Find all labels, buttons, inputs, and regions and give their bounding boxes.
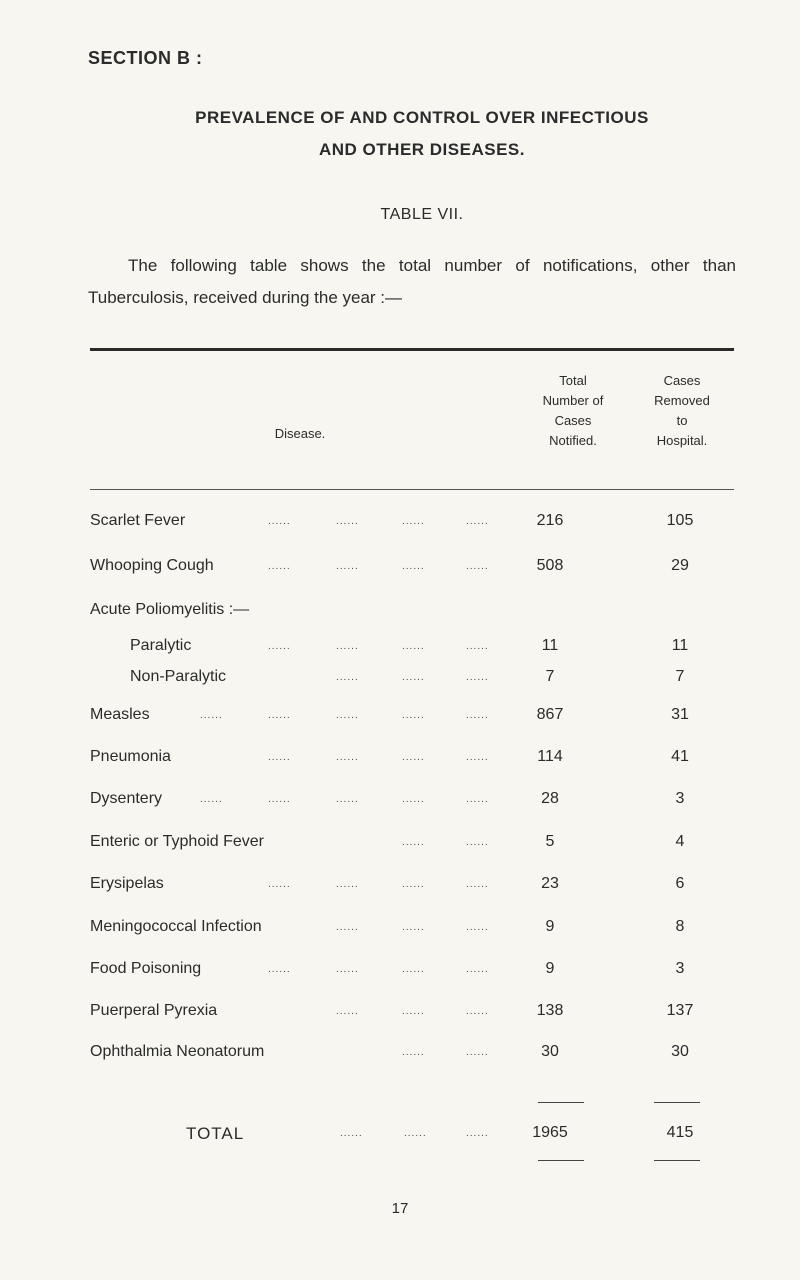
header-total-line: Notified. (549, 433, 597, 448)
leader-dots: ...... (466, 641, 489, 652)
cases-removed: 29 (671, 557, 689, 574)
disease-name: Food Poisoning (90, 960, 202, 977)
leader-dots: ...... (336, 561, 359, 572)
cases-removed: 30 (671, 1043, 689, 1060)
leader-dots: ...... (200, 710, 223, 721)
table-row (0, 1002, 800, 1030)
disease-name: Meningococcal Infection (90, 918, 262, 935)
header-total-line: Number of (542, 393, 604, 408)
disease-name: Measles (90, 706, 150, 723)
header-disease: Disease. (274, 426, 326, 441)
sum-rule-removed (654, 1102, 700, 1103)
leader-dots: ...... (268, 964, 291, 975)
disease-name: Enteric or Typhoid Fever (90, 833, 265, 850)
intro-text: The following table shows the total number of notifications, other than Tuberculosis, received during the year :— (88, 256, 736, 307)
cases-removed: 6 (675, 875, 685, 892)
leader-dots: ...... (466, 837, 489, 848)
leader-dots: ...... (200, 794, 223, 805)
cases-notified: 30 (541, 1043, 559, 1060)
leader-dots: ...... (402, 641, 425, 652)
header-removed-to-hospital (632, 371, 732, 451)
header-total-line: Total (559, 373, 587, 388)
table-row (0, 601, 800, 629)
page-number: 17 (391, 1200, 409, 1217)
cases-removed: 8 (675, 918, 685, 935)
leader-dots: ...... (402, 794, 425, 805)
leader-dots: ...... (268, 752, 291, 763)
cases-notified: 508 (536, 557, 564, 574)
leader-dots: ...... (268, 710, 291, 721)
table-row (0, 706, 800, 734)
header-total-notified (518, 371, 628, 451)
section-heading: SECTION B : (88, 48, 203, 68)
table-row (0, 668, 800, 696)
leader-dots: ...... (336, 516, 359, 527)
table-caption: TABLE VII. (380, 206, 464, 223)
leader-dots: ...... (402, 879, 425, 890)
leader-dots: ...... (336, 710, 359, 721)
leader-dots: ...... (402, 752, 425, 763)
leader-dots: ...... (402, 922, 425, 933)
leader-dots: ...... (402, 672, 425, 683)
leader-dots: ...... (336, 794, 359, 805)
leader-dots: ...... (336, 922, 359, 933)
leader-dots: ...... (402, 710, 425, 721)
table-row (0, 748, 800, 776)
table-top-rule (90, 348, 734, 351)
cases-notified: 7 (545, 668, 555, 685)
leader-dots: ...... (402, 1047, 425, 1058)
cases-notified: 9 (545, 918, 555, 935)
disease-group-name: Acute Poliomyelitis :— (90, 601, 250, 618)
total-row (0, 1124, 800, 1152)
cases-removed: 105 (666, 512, 694, 529)
disease-name: Dysentery (90, 790, 163, 807)
leader-dots: ...... (340, 1128, 363, 1139)
leader-dots: ...... (466, 710, 489, 721)
leader-dots: ...... (336, 964, 359, 975)
cases-notified: 114 (537, 748, 563, 765)
leader-dots: ...... (466, 964, 489, 975)
leader-dots: ...... (404, 1128, 427, 1139)
header-total-line: Cases (554, 413, 592, 428)
table-row (0, 960, 800, 988)
disease-name: Ophthalmia Neonatorum (90, 1043, 265, 1060)
cases-notified: 5 (545, 833, 555, 850)
cases-removed: 11 (671, 637, 689, 654)
leader-dots: ...... (402, 1006, 425, 1017)
cases-notified: 11 (541, 637, 559, 654)
leader-dots: ...... (268, 641, 291, 652)
table-row (0, 637, 800, 665)
header-removed-line: to (676, 413, 688, 428)
header-removed-line: Removed (654, 393, 710, 408)
sum-rule-notified (538, 1102, 584, 1103)
cases-removed: 4 (675, 833, 685, 850)
total-notified: 1965 (532, 1124, 568, 1141)
total-label: TOTAL (186, 1124, 245, 1143)
leader-dots: ...... (268, 794, 291, 805)
disease-name: Erysipelas (90, 875, 164, 892)
cases-removed: 7 (675, 668, 685, 685)
leader-dots: ...... (402, 516, 425, 527)
table-row (0, 557, 800, 585)
leader-dots: ...... (466, 922, 489, 933)
disease-name: Whooping Cough (90, 557, 214, 574)
leader-dots: ...... (466, 516, 489, 527)
cases-notified: 138 (536, 1002, 564, 1019)
table-row (0, 1043, 800, 1071)
disease-name: Puerperal Pyrexia (90, 1002, 218, 1019)
leader-dots: ...... (268, 561, 291, 572)
leader-dots: ...... (466, 1128, 489, 1139)
table-row (0, 918, 800, 946)
sum-rule-notified-bottom (538, 1160, 584, 1161)
total-removed: 415 (666, 1124, 694, 1141)
cases-notified: 216 (536, 512, 564, 529)
table-row (0, 790, 800, 818)
cases-removed: 41 (671, 748, 689, 765)
table-row (0, 833, 800, 861)
leader-dots: ...... (268, 516, 291, 527)
cases-notified: 9 (545, 960, 555, 977)
cases-notified: 28 (541, 790, 559, 807)
table-row (0, 512, 800, 540)
leader-dots: ...... (336, 879, 359, 890)
table-row (0, 875, 800, 903)
disease-name: Paralytic (130, 637, 192, 654)
leader-dots: ...... (466, 1047, 489, 1058)
cases-removed: 3 (675, 960, 685, 977)
leader-dots: ...... (466, 561, 489, 572)
leader-dots: ...... (336, 672, 359, 683)
leader-dots: ...... (466, 672, 489, 683)
header-removed-line: Cases (663, 373, 701, 388)
leader-dots: ...... (402, 837, 425, 848)
cases-notified: 867 (536, 706, 564, 723)
leader-dots: ...... (466, 879, 489, 890)
disease-name: Non-Paralytic (130, 668, 227, 685)
page-title-line-1: PREVALENCE OF AND CONTROL OVER INFECTIOUS (195, 108, 649, 127)
leader-dots: ...... (402, 964, 425, 975)
leader-dots: ...... (336, 752, 359, 763)
table-header-rule (90, 489, 734, 490)
page-title-line-2: AND OTHER DISEASES. (319, 140, 525, 159)
cases-notified: 23 (541, 875, 559, 892)
leader-dots: ...... (268, 879, 291, 890)
sum-rule-removed-bottom (654, 1160, 700, 1161)
cases-removed: 137 (666, 1002, 694, 1019)
disease-name: Scarlet Fever (90, 512, 186, 529)
cases-removed: 31 (671, 706, 689, 723)
leader-dots: ...... (466, 1006, 489, 1017)
header-removed-line: Hospital. (656, 433, 708, 448)
leader-dots: ...... (336, 641, 359, 652)
leader-dots: ...... (466, 794, 489, 805)
cases-removed: 3 (675, 790, 685, 807)
disease-name: Pneumonia (90, 748, 171, 765)
leader-dots: ...... (402, 561, 425, 572)
leader-dots: ...... (336, 1006, 359, 1017)
intro-paragraph (88, 250, 736, 314)
leader-dots: ...... (466, 752, 489, 763)
